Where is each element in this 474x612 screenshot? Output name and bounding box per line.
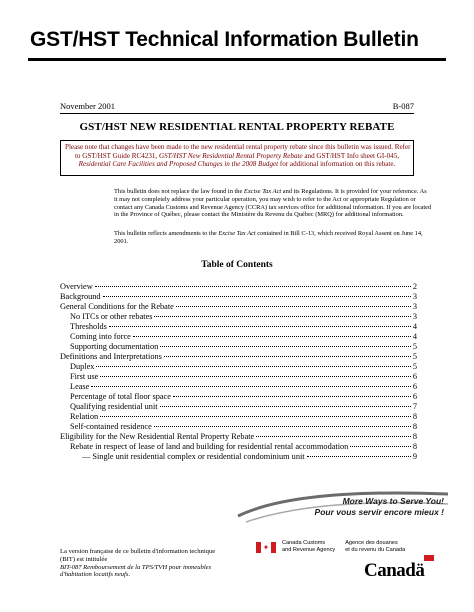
toc-entry[interactable] <box>60 422 417 432</box>
toc-entry-page: 8 <box>412 432 417 441</box>
disclaimer-line-3: contact any Canada Customs and Revenue Agency (CCRA) tax services office for additional information. If you are located <box>114 203 432 211</box>
toc-entry-label: Background <box>60 292 101 301</box>
toc-entry[interactable] <box>60 452 417 462</box>
notice-line-3 <box>65 160 409 169</box>
toc-entry-label: Eligibility for the New Residential Rental Property Rebate <box>60 432 255 441</box>
disclaimer-line-1 <box>114 188 427 196</box>
toc-leader-dots <box>109 326 411 327</box>
toc-entry-page: 5 <box>412 342 417 351</box>
toc-heading: Table of Contents <box>201 260 273 270</box>
canada-flag-icon: ✦ <box>256 542 276 553</box>
toc-entry-page: 2 <box>412 282 417 291</box>
toc-entry-page: 6 <box>412 372 417 381</box>
toc-leader-dots <box>160 406 411 407</box>
document-heading: GST/HST NEW RESIDENTIAL RENTAL PROPERTY REBATE <box>79 121 395 133</box>
toc-entry-page: 6 <box>412 392 417 401</box>
toc-entry[interactable] <box>60 332 417 342</box>
toc-leader-dots <box>176 306 411 307</box>
toc-entry[interactable] <box>60 412 417 422</box>
agency-name-line: et du revenu du Canada <box>345 546 406 553</box>
toc-entry[interactable] <box>60 382 417 392</box>
toc-entry-label: Percentage of total floor space <box>70 392 171 401</box>
toc-entry-label: Supporting documentation <box>70 342 159 351</box>
act-name: Excise Tax Act <box>218 230 256 237</box>
wordmark-flag-icon <box>424 555 434 561</box>
disclaimer-line-2: it may not completely address your particular operation, you may wish to refer to the Act or appropriate Regulation or <box>114 195 416 203</box>
toc-entry-label: Thresholds <box>70 322 107 331</box>
toc-leader-dots <box>96 366 410 367</box>
toc-leader-dots <box>100 416 411 417</box>
agency-signature <box>256 540 405 553</box>
guide-title-link[interactable]: GST/HST New Residential Rental Property Rebate <box>158 151 303 160</box>
toc-entry-page: 4 <box>412 322 417 331</box>
bulletin-date: November 2001 <box>60 101 116 111</box>
amendments-text: contained in Bill C-13, which received Royal Assent on June 14, <box>255 230 423 237</box>
toc-leader-dots <box>103 296 411 297</box>
toc-entry-label: Definitions and Interpretations <box>60 352 162 361</box>
promo-french: Pour vous servir encore mieux ! <box>314 507 444 517</box>
toc-leader-dots <box>100 376 410 377</box>
agency-name-line: and Revenue Agency <box>282 546 336 553</box>
toc-entry-page: 8 <box>412 422 417 431</box>
amendments-paragraph <box>114 230 424 246</box>
french-note-line: La version française de ce bulletin d'information technique <box>60 548 216 555</box>
toc-leader-dots <box>350 446 411 447</box>
french-note-line: d'habitation locatifs neufs. <box>60 571 131 579</box>
disclaimer-text: This bulletin does not replace the law found in the <box>114 188 244 195</box>
toc-leader-dots <box>164 356 411 357</box>
agency-name-line: Agence des douanes <box>345 540 398 546</box>
toc-entry-label: Self-contained residence <box>70 422 152 431</box>
toc-entry-page: 9 <box>412 452 417 461</box>
toc-entry-label: Lease <box>70 382 90 391</box>
agency-name-english <box>282 540 335 553</box>
toc-entry-label: First use <box>70 372 99 381</box>
toc-leader-dots <box>256 436 411 437</box>
toc-entry[interactable] <box>60 292 417 302</box>
disclaimer-line-4: in the Province of Québec, please contact the Ministère du Revenu du Québec (MRQ) for additional information. <box>114 211 404 219</box>
toc-entry-page: 3 <box>412 312 417 321</box>
bulletin-number: B-087 <box>392 101 414 111</box>
notice-text: and GST/HST Info sheet GI-045, <box>302 151 400 160</box>
toc-leader-dots <box>91 386 410 387</box>
toc-leader-dots <box>154 316 410 317</box>
toc-entry-label: Relation <box>70 412 99 421</box>
toc-entry-page: 3 <box>412 302 417 311</box>
canada-wordmark: Canadä <box>364 560 425 581</box>
table-of-contents <box>60 282 417 462</box>
notice-line-1: Please note that changes have been made to the new residential rental property rebate since this bulletin was issued. Refer <box>65 143 411 151</box>
french-note-line: (BIT) est intitulée <box>60 555 108 563</box>
toc-entry-page: 8 <box>412 442 417 451</box>
toc-entry-label: — Single unit residential complex or residential condominium unit <box>82 452 305 461</box>
title-divider <box>28 58 446 61</box>
toc-entry-label: Qualifying residential unit <box>70 402 158 411</box>
notice-text: for additional information on this rebate. <box>278 160 396 169</box>
toc-entry-label: Coming into force <box>70 332 131 341</box>
amendments-line-2: 2001. <box>114 237 129 245</box>
toc-entry-page: 8 <box>412 412 417 421</box>
agency-name-french <box>345 540 405 553</box>
act-name: Excise Tax Act <box>243 188 282 195</box>
bulletin-title: GST/HST Technical Information Bulletin <box>30 28 419 51</box>
notice-box <box>60 140 414 176</box>
toc-entry-page: 4 <box>412 332 417 341</box>
toc-entry[interactable] <box>60 312 417 322</box>
disclaimer-paragraph <box>114 188 432 219</box>
toc-entry[interactable] <box>60 372 417 382</box>
promo-english: More Ways to Serve You! <box>342 496 444 506</box>
promo-slogan <box>264 496 444 517</box>
toc-leader-dots <box>95 286 411 287</box>
disclaimer-text: and its Regulations. It is provided for your reference. As <box>281 188 427 195</box>
french-version-note <box>60 548 240 579</box>
toc-entry-label: No ITCs or other rebates <box>70 312 153 321</box>
toc-leader-dots <box>133 336 411 337</box>
toc-entry-label: Duplex <box>70 362 95 371</box>
notice-text: to GST/HST Guide RC4231, <box>74 151 159 160</box>
toc-entry[interactable] <box>60 392 417 402</box>
amendments-text: This bulletin reflects amendments to the <box>114 230 219 237</box>
toc-entry[interactable] <box>60 442 417 452</box>
toc-entry-page: 7 <box>412 402 417 411</box>
toc-entry[interactable] <box>60 282 417 292</box>
toc-entry[interactable] <box>60 432 417 442</box>
toc-leader-dots <box>173 396 411 397</box>
amendments-line-1 <box>114 230 424 238</box>
toc-entry-page: 3 <box>412 292 417 301</box>
agency-name-line: Canada Customs <box>282 540 326 546</box>
toc-entry-page: 5 <box>412 362 417 371</box>
toc-entry-label: General Conditions for the Rebate <box>60 302 174 311</box>
toc-entry[interactable] <box>60 362 417 372</box>
toc-entry-page: 5 <box>412 352 417 361</box>
toc-leader-dots <box>154 426 411 427</box>
toc-entry-label: Rebate in respect of lease of land and building for residential rental accommodation <box>70 442 349 451</box>
toc-entry[interactable] <box>60 342 417 352</box>
toc-leader-dots <box>160 346 411 347</box>
info-sheet-title-link[interactable]: Residential Care Facilities and Proposed Changes in the 2008 Budget <box>78 160 279 169</box>
notice-line-2 <box>65 152 409 161</box>
french-note-line: BIT-087 Remboursement de la TPS/TVH pour immeubles <box>60 563 212 571</box>
toc-entry[interactable] <box>60 322 417 332</box>
toc-entry[interactable] <box>60 352 417 362</box>
meta-divider <box>60 113 414 114</box>
toc-entry[interactable] <box>60 302 417 312</box>
toc-entry-page: 6 <box>412 382 417 391</box>
toc-leader-dots <box>307 456 411 457</box>
toc-entry-label: Overview <box>60 282 93 291</box>
toc-entry[interactable] <box>60 402 417 412</box>
